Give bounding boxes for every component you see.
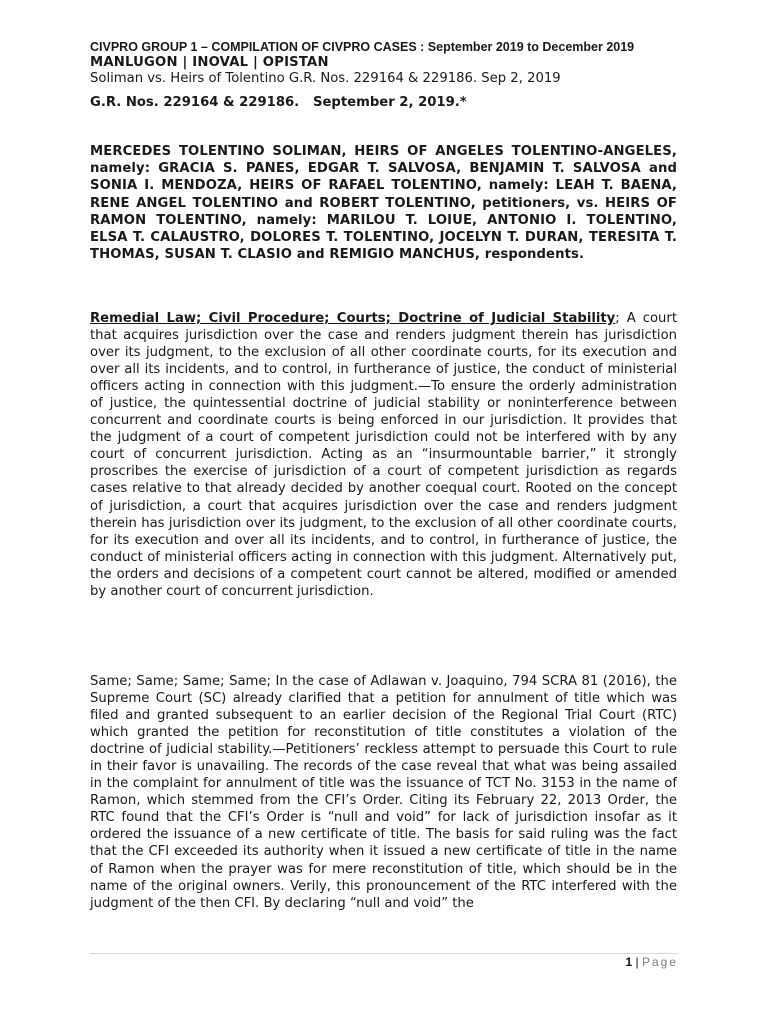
page-number: 1 bbox=[625, 955, 633, 969]
case-parties: MERCEDES TOLENTINO SOLIMAN, HEIRS OF ANGELES TOLENTINO-ANGELES, namely: GRACIA S. PANES, EDGAR T. SALVOSA, BENJAMIN T. SALVOSA and SONIA I. MENDOZA, HEIRS OF RAFAEL TOLENTINO, namely: LEAH T. BAENA, RENE ANGEL TOLENTINO and ROBERT TOLENTINO, petitioners, vs. HEIRS OF RAMON TOLENTINO, namely: MARILOU T. LOIUE, ANTONIO I. TOLENTINO, ELSA T. CALAUSTRO, DOLORES T. TOLENTINO, JOCELYN T. DURAN, TERESITA T. THOMAS, SUSAN T. CLASIO and REMIGIO MANCHUS, respondents. bbox=[90, 144, 677, 263]
page-separator: | bbox=[632, 955, 642, 969]
syllabus-heading-suffix: ; bbox=[615, 311, 620, 326]
document-header-case: Soliman vs. Heirs of Tolentino G.R. Nos. 229164 & 229186. Sep 2, 2019 bbox=[90, 71, 561, 86]
document-header-title: CIVPRO GROUP 1 – COMPILATION OF CIVPRO CASES : September 2019 to December 2019 bbox=[90, 40, 635, 54]
syllabus-heading: Remedial Law; Civil Procedure; Courts; Doctrine of Judicial Stability bbox=[90, 311, 616, 326]
document-header-authors: MANLUGON | INOVAL | OPISTAN bbox=[90, 55, 329, 70]
syllabus-body-1: A court that acquires jurisdiction over the case and renders judgment therein has jurisdiction over its judgment, to the exclusion of all other coordinate courts, for its execution and over all its incidents, and to control, in furtherance of justice, the conduct of ministerial officers acting in connection with this judgment.—To ensure the orderly administration of justice, the quintessential doctrine of judicial stability or noninterference between concurrent and coordinate courts is being enforced in our jurisdiction. It provides that the judgment of a court of competent jurisdiction could not be interfered with by any court of concurrent jurisdiction. Acting as an “insurmountable barrier,” it strongly proscribes the exercise of jurisdiction of a court of competent jurisdiction as regards cases relative to that already decided by another coequal court. Rooted on the concept of jurisdiction, a court that acquires jurisdiction over the case and renders judgment therein has jurisdiction over its judgment, to the exclusion of all other coordinate courts, for its execution and over all its incidents, and to control, in furtherance of justice, the conduct of ministerial officers acting in connection with this judgment. Alternatively put, the orders and decisions of a competent court cannot be altered, modified or amended by another court of concurrent jurisdiction. bbox=[90, 311, 677, 599]
syllabus-paragraph-2 bbox=[90, 673, 677, 912]
syllabus-body-2: Same; Same; Same; Same; In the case of Adlawan v. Joaquino, 794 SCRA 81 (2016), the Supreme Court (SC) already clarified that a petition for annulment of title which was filed and granted subsequent to an earlier decision of the Regional Trial Court (RTC) which granted the petition for reconstitution of title constitutes a violation of the doctrine of judicial stability.—Petitioners’ reckless attempt to persuade this Court to rule in their favor is unavailing. The records of the case reveal that what was being assailed in the complaint for annulment of title was the issuance of TCT No. 3153 in the name of Ramon, which stemmed from the CFI’s Order. Citing its February 22, 2013 Order, the RTC found that the CFI’s Order is “null and void” for lack of jurisdiction insofar as it ordered the issuance of a new certificate of title. The basis for said ruling was the fact that the CFI exceeded its authority when it issued a new certificate of title in the name of Ramon when the prayer was for mere reconstitution of title, which should be in the name of the original owners. Verily, this pronouncement of the RTC interfered with the judgment of the then CFI. By declaring “null and void” the bbox=[90, 674, 677, 911]
page-label: Page bbox=[641, 955, 678, 969]
syllabus-paragraph-1 bbox=[90, 310, 677, 600]
page-number-footer bbox=[625, 955, 678, 969]
footer-divider bbox=[90, 953, 678, 954]
gr-number-date: G.R. Nos. 229164 & 229186. September 2, 2019.* bbox=[90, 95, 467, 110]
